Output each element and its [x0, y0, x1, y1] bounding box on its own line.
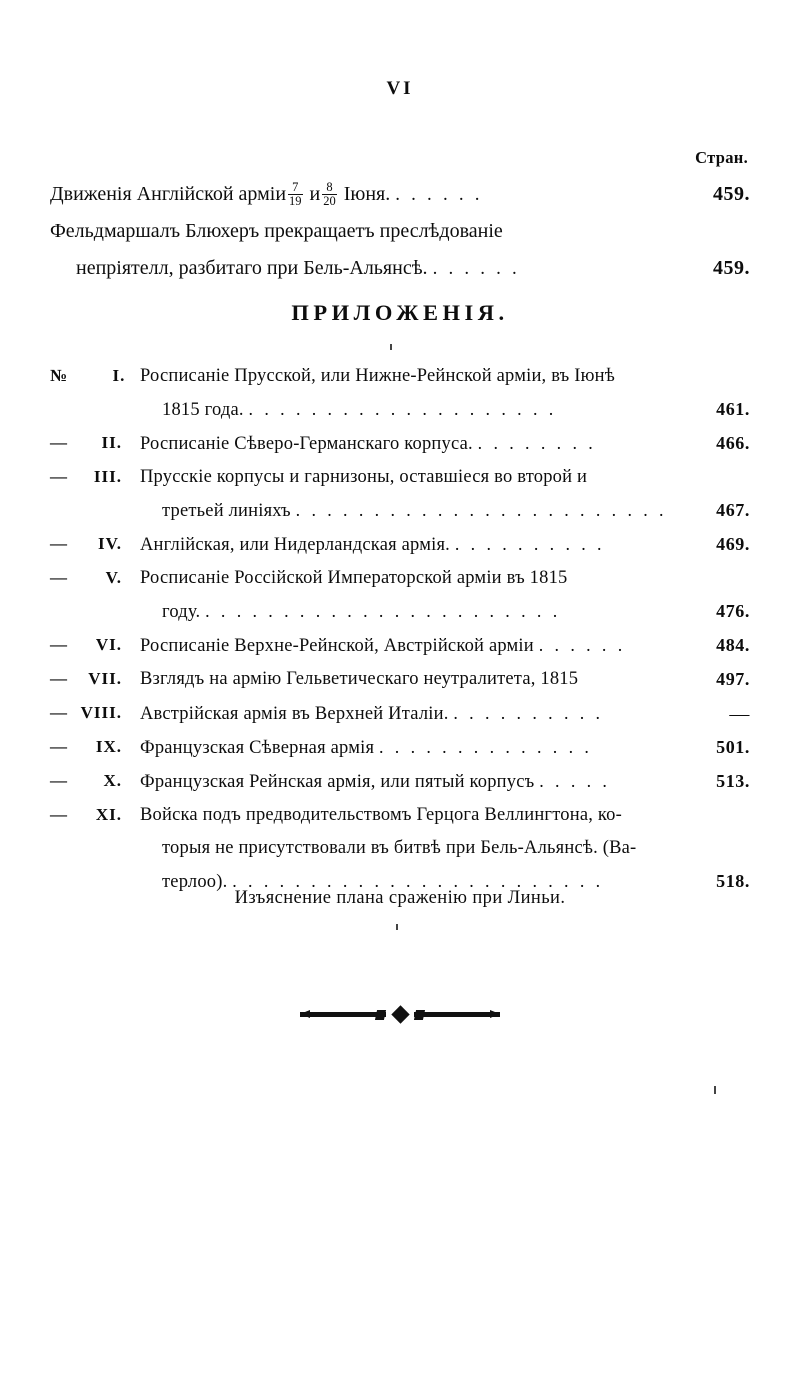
- appendix-row: [50, 534, 750, 567]
- number-marker: —: [50, 703, 68, 722]
- ornament-center-diamond: [391, 1005, 409, 1023]
- number-marker: №: [50, 366, 69, 385]
- leader-dots: . . . . . . . . . . . . . .: [378, 737, 593, 757]
- appendix-number: [50, 568, 138, 588]
- appendix-row: [50, 771, 750, 804]
- appendix-number: [50, 366, 138, 386]
- appendix-row: [50, 669, 750, 702]
- appendix-number: [50, 737, 138, 757]
- number-marker: —: [50, 433, 68, 452]
- list-item: [50, 366, 750, 432]
- list-item: [50, 568, 750, 634]
- page-number: 513.: [716, 771, 750, 791]
- appendix-title: Росписаніе Прусской, или Нижне-Рейнской арміи, въ Іюнѣ: [140, 366, 615, 386]
- closing-note: Изъяснение плана сраженію при Линьи.: [234, 888, 566, 908]
- appendix-row-continued: [50, 399, 750, 432]
- number-marker: —: [50, 534, 68, 553]
- entry-month: Іюня.: [343, 183, 391, 205]
- page-number: 484.: [716, 635, 750, 655]
- appendix-title: Австрійская армія въ Верхней Италіи. . . . . . . . . . .: [140, 703, 604, 724]
- appendix-title-continued: торыя не присутствовали въ битвѣ при Бель-Альянсѣ. (Ва-: [162, 838, 637, 858]
- appendix-row: [50, 467, 750, 500]
- leader-dots: . . . . .: [539, 771, 611, 791]
- page-number: —: [729, 703, 750, 725]
- page-number: 466.: [716, 433, 750, 453]
- list-item: [50, 771, 750, 804]
- page-folio: VI: [386, 78, 414, 99]
- preceding-entries: [50, 176, 750, 287]
- leader-dots: . . . . . . . . . . . . . . . . . . . . . . . .: [232, 871, 604, 891]
- page-number: 497.: [716, 669, 750, 689]
- leader-dots: . . . . . . . . . .: [453, 703, 604, 723]
- list-item: [50, 703, 750, 736]
- number-marker: —: [50, 805, 68, 824]
- leader-dots: . . . . . .: [432, 258, 521, 279]
- roman-numeral: V.: [105, 568, 122, 587]
- number-marker: —: [50, 771, 68, 790]
- number-marker: —: [50, 669, 68, 688]
- appendix-number: [50, 703, 138, 723]
- ornament-left-bar: [300, 1012, 386, 1017]
- page-number: 461.: [716, 399, 750, 419]
- leader-dots: . . . . . . . . . . . . . . . . . . . . . . . .: [295, 500, 667, 520]
- appendix-title: Взглядъ на армію Гельветическаго неутралитета, 1815: [140, 669, 579, 689]
- number-marker: —: [50, 568, 68, 587]
- leader-dots: . . . . . . . . . . . . . . . . . . . . . . .: [205, 601, 561, 621]
- appendix-row: [50, 433, 750, 466]
- ornament-divider: [0, 1004, 800, 1026]
- appendix-row-continued: [50, 500, 750, 533]
- page-number: 476.: [716, 601, 750, 621]
- page-speck: [396, 924, 398, 930]
- list-item: [50, 467, 750, 533]
- appendix-title-continued: году. . . . . . . . . . . . . . . . . . . . . . . .: [162, 601, 561, 622]
- appendix-row: [50, 737, 750, 770]
- roman-numeral: III.: [93, 467, 122, 486]
- appendix-row: [50, 703, 750, 736]
- page-number: 459.: [713, 257, 750, 279]
- appendix-title: Войска подъ предводительствомъ Герцога Веллингтона, ко-: [140, 805, 622, 825]
- appendix-row: [50, 805, 750, 838]
- appendix-title-continued: третьей линіяхъ . . . . . . . . . . . . . . . . . . . . . . . .: [162, 500, 667, 521]
- appendix-title: Росписаніе Сѣверо-Германскаго корпуса. . . . . . . . .: [140, 433, 597, 454]
- roman-numeral: XI.: [95, 805, 122, 824]
- fraction-7-19: $\frac{7}{19}$: [289, 180, 302, 208]
- appendix-number: [50, 669, 138, 689]
- column-header-pages: Стран.: [695, 148, 748, 167]
- roman-numeral: VI.: [95, 635, 122, 654]
- page-number: 469.: [716, 534, 750, 554]
- roman-numeral: VIII.: [80, 703, 122, 722]
- appendix-number: [50, 467, 138, 487]
- appendix-row: [50, 568, 750, 601]
- page-number: 501.: [716, 737, 750, 757]
- appendix-title-continued: 1815 года. . . . . . . . . . . . . . . . . . . . .: [162, 399, 557, 420]
- page-speck: [714, 1086, 716, 1094]
- list-item: [50, 635, 750, 668]
- appendix-row: [50, 635, 750, 668]
- fraction-8-20: $\frac{8}{20}$: [323, 180, 336, 208]
- leader-dots: . . . . . . . .: [477, 433, 597, 453]
- toc-entry-bluecher-line1: [50, 213, 750, 250]
- appendix-row-continued: [50, 838, 750, 871]
- appendix-title: Французская Рейнская армія, или пятый корпусъ . . . . .: [140, 771, 611, 792]
- roman-numeral: VII.: [88, 669, 122, 688]
- appendix-list: [50, 366, 750, 905]
- ornament-shape: [300, 1004, 500, 1026]
- page-number: 467.: [716, 500, 750, 520]
- appendix-number: [50, 805, 138, 825]
- page-speck: [390, 344, 392, 350]
- number-marker: —: [50, 635, 68, 654]
- list-item: [50, 433, 750, 466]
- appendix-number: [50, 771, 138, 791]
- number-marker: —: [50, 737, 68, 756]
- appendix-title: Французская Сѣверная армія . . . . . . . . . . . . . .: [140, 737, 593, 758]
- roman-numeral: I.: [112, 366, 126, 385]
- section-heading-appendices: ПРИЛОЖЕНІЯ.: [291, 300, 509, 325]
- entry-conjunction: и: [309, 183, 321, 205]
- list-item: [50, 737, 750, 770]
- list-item: [50, 669, 750, 702]
- leader-dots: . . . . . . . . . . . . . . . . . . . .: [248, 399, 557, 419]
- appendix-title: Англійская, или Нидерландская армія. . . . . . . . . . .: [140, 534, 605, 555]
- leader-dots: . . . . . .: [538, 635, 626, 655]
- entry-text: непріятелл, разбитаго при Бель-Альянсѣ.: [76, 257, 428, 279]
- roman-numeral: IV.: [98, 534, 122, 553]
- ornament-left-block: [375, 1010, 386, 1020]
- page-number: 459.: [713, 183, 750, 205]
- entry-text: Движенія Англійской арміи: [50, 183, 287, 205]
- appendix-title: Прусскіе корпусы и гарнизоны, оставшіеся во второй и: [140, 467, 588, 487]
- leader-dots: . . . . . .: [395, 184, 483, 205]
- page-number: 518.: [716, 871, 750, 891]
- appendix-title: Росписаніе Россійской Императорской арміи въ 1815: [140, 568, 568, 588]
- roman-numeral: IX.: [95, 737, 122, 756]
- appendix-number: [50, 534, 138, 554]
- roman-numeral: II.: [101, 433, 122, 452]
- roman-numeral: X.: [103, 771, 122, 790]
- appendix-title-continued: терлоо). . . . . . . . . . . . . . . . . . . . . . . . .: [162, 871, 604, 892]
- list-item: [50, 534, 750, 567]
- appendix-row: [50, 366, 750, 399]
- ornament-right-bar: [414, 1012, 500, 1017]
- toc-entry-movements: [50, 176, 750, 213]
- leader-dots: . . . . . . . . . .: [454, 534, 605, 554]
- number-marker: —: [50, 467, 68, 486]
- appendix-title: Росписаніе Верхне-Рейнской, Австрійской арміи . . . . . .: [140, 635, 626, 656]
- appendix-number: [50, 635, 138, 655]
- appendix-number: [50, 433, 138, 453]
- ornament-right-tip: [490, 1010, 500, 1018]
- toc-entry-bluecher-line2: [50, 250, 750, 287]
- entry-text: Фельдмаршалъ Блюхеръ прекращаетъ преслѣдованіе: [50, 220, 503, 242]
- appendix-row-continued: [50, 601, 750, 634]
